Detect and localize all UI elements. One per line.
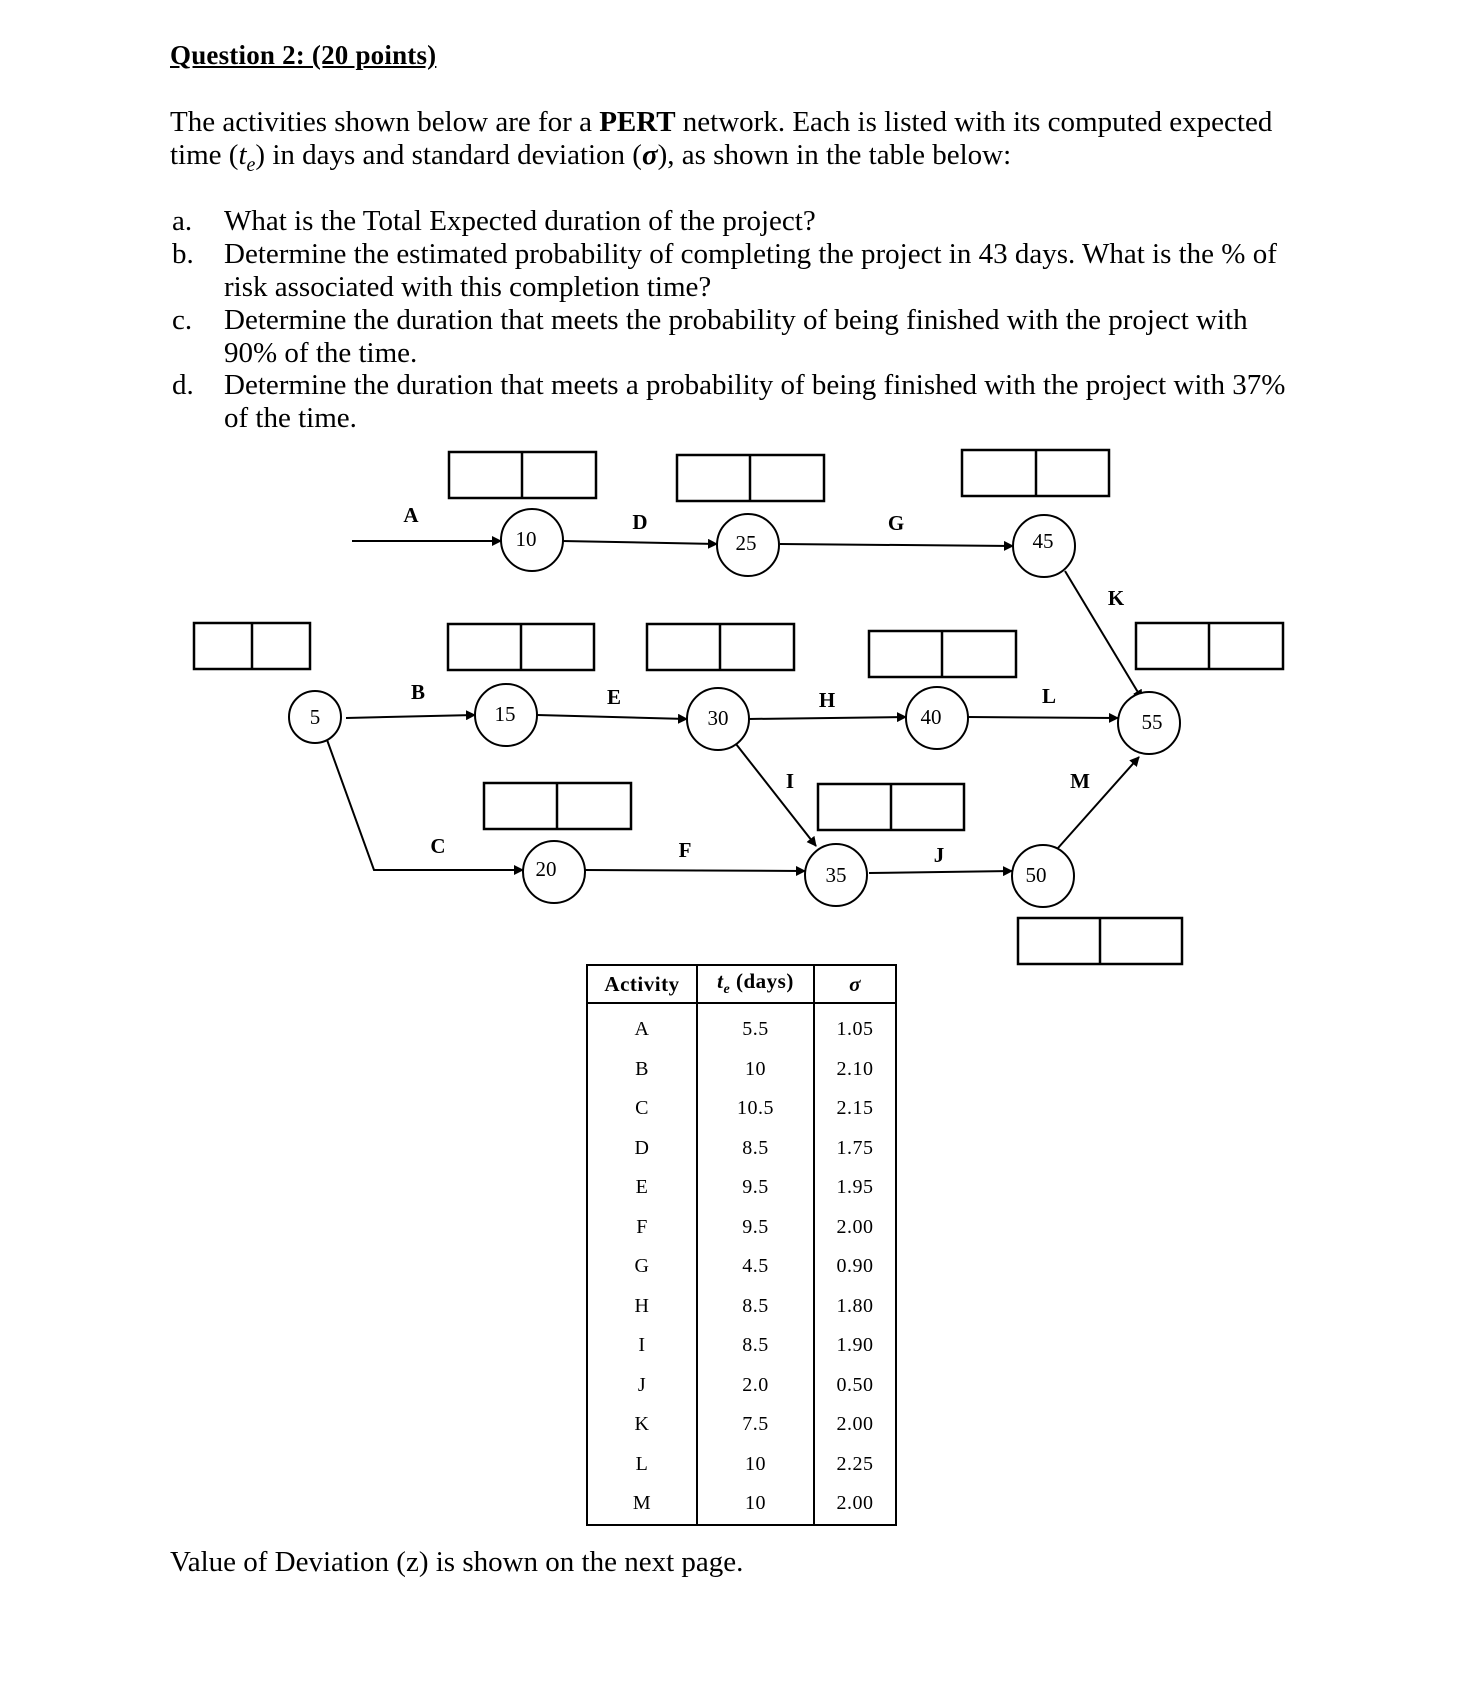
table-row xyxy=(587,1247,896,1287)
table-row xyxy=(587,1168,896,1208)
question-c-text: Determine the duration that meets the probability of being finished with the project with 90% of the time. xyxy=(224,304,1248,369)
activity-table xyxy=(586,964,897,1526)
node-label-20: 20 xyxy=(535,857,557,881)
answer-box-node-30 xyxy=(647,624,794,670)
cell-sigma: 1.05 xyxy=(814,1003,896,1050)
cell-sigma: 0.90 xyxy=(814,1247,896,1287)
table-row xyxy=(587,1208,896,1248)
cell-te: 10 xyxy=(697,1050,814,1090)
arrow-activity-l xyxy=(967,717,1118,718)
question-b-label: b. xyxy=(172,238,194,270)
cell-sigma: 1.95 xyxy=(814,1168,896,1208)
activity-label-h: H xyxy=(818,688,836,712)
arrow-activity-e xyxy=(537,715,687,719)
question-c-label: c. xyxy=(172,304,193,336)
table-row xyxy=(587,1129,896,1169)
cell-te: 10 xyxy=(697,1484,814,1525)
table-row xyxy=(587,1089,896,1129)
cell-te: 8.5 xyxy=(697,1326,814,1366)
cell-te: 9.5 xyxy=(697,1168,814,1208)
cell-sigma: 1.90 xyxy=(814,1326,896,1366)
node-label-40: 40 xyxy=(920,705,942,729)
arrow-activity-c xyxy=(326,737,523,870)
answer-box-node-45 xyxy=(962,450,1109,496)
node-label-45: 45 xyxy=(1032,529,1054,553)
arrow-activity-j xyxy=(869,871,1012,873)
cell-activity: H xyxy=(634,1294,650,1317)
cell-te: 10 xyxy=(697,1445,814,1485)
header-activity: Activity xyxy=(587,965,697,1003)
node-label-55: 55 xyxy=(1141,710,1163,734)
cell-sigma: 2.00 xyxy=(814,1484,896,1525)
activity-label-m: M xyxy=(1070,769,1090,793)
cell-sigma: 1.75 xyxy=(814,1129,896,1169)
cell-activity: G xyxy=(634,1255,650,1278)
arrow-activity-h xyxy=(748,717,906,719)
node-label-25: 25 xyxy=(735,531,757,555)
header-te-days: $t_e$ (days) xyxy=(697,965,814,1003)
cell-activity: C xyxy=(635,1097,649,1120)
cell-activity: A xyxy=(634,1018,650,1041)
answer-box-node-50 xyxy=(1018,918,1182,964)
question-a-text: What is the Total Expected duration of the project? xyxy=(224,205,816,237)
pert-network-diagram xyxy=(0,430,1459,990)
cell-activity: D xyxy=(634,1136,650,1159)
intro-paragraph: The activities shown below are for a PERT network. Each is listed with its computed expected time $(t_e)$ in days and standard deviation (σ), as shown in the table below: xyxy=(170,106,1273,176)
answer-box-node-5 xyxy=(194,623,310,669)
table-row xyxy=(587,1003,896,1050)
table-row xyxy=(587,1050,896,1090)
node-label-10: 10 xyxy=(515,527,537,551)
arrow-activity-f xyxy=(584,870,805,871)
cell-te: 8.5 xyxy=(697,1129,814,1169)
cell-sigma: 2.00 xyxy=(814,1208,896,1248)
cell-activity: K xyxy=(634,1413,650,1436)
activity-label-b: B xyxy=(410,680,426,704)
node-label-5: 5 xyxy=(309,705,321,729)
table-row xyxy=(587,1445,896,1485)
cell-sigma: 0.50 xyxy=(814,1366,896,1406)
activity-label-e: E xyxy=(606,685,622,709)
activity-label-j: J xyxy=(933,843,945,867)
cell-te: 4.5 xyxy=(697,1247,814,1287)
activity-label-c: C xyxy=(430,834,446,858)
cell-sigma: 1.80 xyxy=(814,1287,896,1327)
cell-te: 7.5 xyxy=(697,1405,814,1445)
answer-box-node-25 xyxy=(677,455,824,501)
question-d-label: d. xyxy=(172,369,194,401)
answer-box-node-40 xyxy=(869,631,1016,677)
arrow-activity-i xyxy=(736,744,816,846)
cell-activity: J xyxy=(637,1373,647,1396)
node-label-30: 30 xyxy=(707,706,729,730)
table-row xyxy=(587,1405,896,1445)
activity-label-k: K xyxy=(1107,586,1125,610)
answer-box-node-35 xyxy=(818,784,964,830)
arrow-activity-d xyxy=(562,541,717,544)
question-d-text: Determine the duration that meets a probability of being finished with the project with 37% of the time. xyxy=(224,369,1286,434)
cell-te: 8.5 xyxy=(697,1287,814,1327)
answer-box-node-10 xyxy=(449,452,596,498)
answer-box-node-15 xyxy=(448,624,594,670)
arrow-activity-b xyxy=(346,715,475,718)
cell-activity: E xyxy=(635,1176,649,1199)
cell-te: 10.5 xyxy=(697,1089,814,1129)
question-a-label: a. xyxy=(172,205,193,237)
table-row xyxy=(587,1287,896,1327)
answer-box-node-20 xyxy=(484,783,631,829)
cell-activity: I xyxy=(638,1334,646,1357)
activity-label-l: L xyxy=(1041,684,1057,708)
question-b-text: Determine the estimated probability of completing the project in 43 days. What is the % of risk associated with this completion time? xyxy=(224,238,1277,303)
cell-sigma: 2.10 xyxy=(814,1050,896,1090)
activity-label-g: G xyxy=(887,511,905,535)
cell-sigma: 2.25 xyxy=(814,1445,896,1485)
answer-box-node-55 xyxy=(1136,623,1283,669)
table-row xyxy=(587,1366,896,1406)
cell-activity: F xyxy=(636,1215,648,1238)
cell-te: 9.5 xyxy=(697,1208,814,1248)
cell-activity: L xyxy=(635,1452,649,1475)
arrow-activity-k xyxy=(1065,571,1142,699)
arrow-activity-g xyxy=(780,544,1013,546)
cell-activity: B xyxy=(635,1057,649,1080)
cell-sigma: 2.00 xyxy=(814,1405,896,1445)
table-row xyxy=(587,1326,896,1366)
cell-sigma: 2.15 xyxy=(814,1089,896,1129)
cell-activity: M xyxy=(632,1492,652,1515)
cell-te: 5.5 xyxy=(697,1003,814,1050)
activity-label-a: A xyxy=(403,503,419,527)
activity-label-d: D xyxy=(632,510,648,534)
activity-label-i: I xyxy=(785,769,795,793)
activity-table-body xyxy=(587,1003,896,1525)
node-label-15: 15 xyxy=(494,702,516,726)
header-sigma: σ xyxy=(814,965,896,1003)
table-header-row xyxy=(587,965,896,1003)
node-label-50: 50 xyxy=(1025,863,1047,887)
activity-label-f: F xyxy=(678,838,692,862)
table-row xyxy=(587,1484,896,1525)
node-label-35: 35 xyxy=(825,863,847,887)
question-heading: Question 2: (20 points) xyxy=(170,40,437,70)
cell-te: 2.0 xyxy=(697,1366,814,1406)
footer-note: Value of Deviation (z) is shown on the next page. xyxy=(170,1546,744,1578)
